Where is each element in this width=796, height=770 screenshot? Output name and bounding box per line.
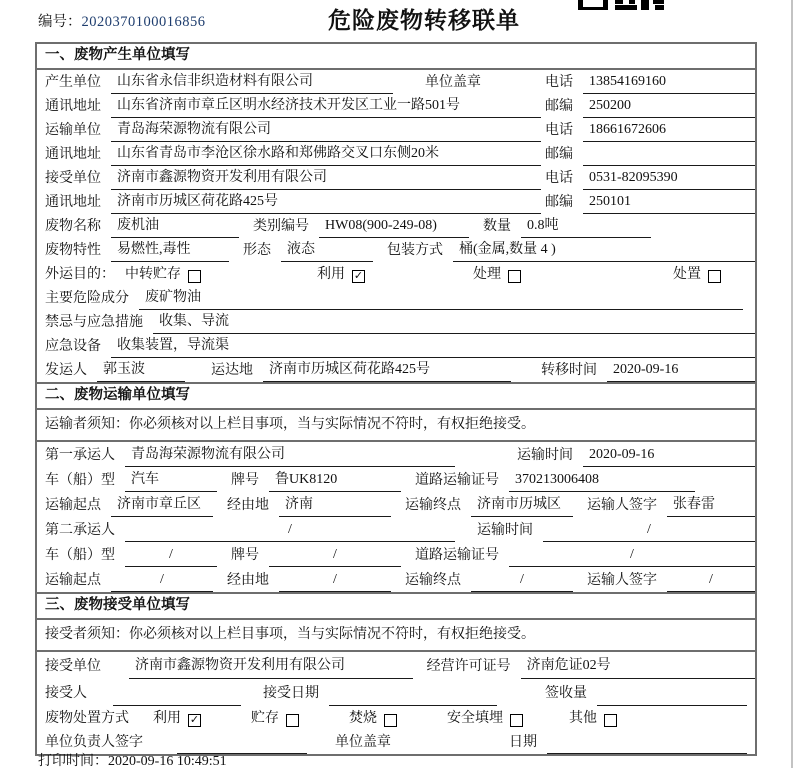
page-right-edge xyxy=(791,0,793,768)
checkbox-checked-icon: ✓ xyxy=(189,712,200,726)
address-label: 通讯地址 xyxy=(45,195,101,210)
shipper-value: 郭玉波 xyxy=(97,359,185,382)
receiving-unit-value: 济南市鑫源物资开发利用有限公司 xyxy=(129,653,413,679)
row-route-1 xyxy=(37,492,755,517)
plate2-value: / xyxy=(269,543,401,567)
checkbox-option-label: 处置 xyxy=(673,267,701,282)
row-hazard-components xyxy=(37,286,755,310)
packaging-label: 包装方式 xyxy=(387,243,443,258)
receiver-address-value: 济南市历城区荷花路425号 xyxy=(111,191,541,214)
row-vehicle-2 xyxy=(37,542,755,567)
vehicle-label: 车（船）型 xyxy=(45,473,115,488)
checkbox-option-label: 利用 xyxy=(317,267,345,282)
plate-label: 牌号 xyxy=(231,548,259,563)
row-shipper xyxy=(37,358,755,382)
disposal-label: 废物处置方式 xyxy=(45,711,129,726)
plate1-value: 鲁UK8120 xyxy=(269,468,401,492)
checkbox-unchecked-icon xyxy=(510,714,523,727)
checkbox-option xyxy=(349,708,397,730)
section2-heading: 二、废物运输单位填写 xyxy=(37,382,755,410)
origin1-value: 济南市章丘区 xyxy=(111,493,213,517)
row-second-carrier xyxy=(37,517,755,542)
permit-value: 济南危证02号 xyxy=(521,653,755,679)
origin2-value: / xyxy=(111,568,213,592)
category-label: 类别编号 xyxy=(253,219,309,234)
via1-value: 济南 xyxy=(279,493,391,517)
transporter-zip-value xyxy=(583,165,755,166)
checkbox-unchecked-icon xyxy=(508,270,521,283)
section3-heading: 三、废物接受单位填写 xyxy=(37,592,755,620)
purpose-label: 外运目的： xyxy=(45,267,115,282)
address-label: 通讯地址 xyxy=(45,99,101,114)
acceptor-label: 接受人 xyxy=(45,686,87,701)
phone-label: 电话 xyxy=(545,171,573,186)
category-value: HW08(900-249-08) xyxy=(319,215,469,238)
transport-time1-value: 2020-09-16 xyxy=(583,443,755,467)
terminus-label: 运输终点 xyxy=(405,573,461,588)
checkbox-unchecked-icon xyxy=(384,714,397,727)
vehicle-label: 车（船）型 xyxy=(45,548,115,563)
print-time-line xyxy=(38,750,227,770)
unit-seal-label: 单位盖章 xyxy=(425,75,481,90)
received-qty-label: 签收量 xyxy=(545,686,587,701)
checkbox-option-label: 安全填埋 xyxy=(447,711,503,726)
receiver-label: 接受单位 xyxy=(45,171,101,186)
terminus2-value: / xyxy=(471,568,573,592)
equipment-label: 应急设备 xyxy=(45,339,101,354)
road-permit-label: 道路运输证号 xyxy=(415,473,499,488)
characteristics-value: 易燃性,毒性 xyxy=(111,239,229,262)
row-acceptor xyxy=(37,679,755,706)
date-label: 日期 xyxy=(509,735,537,750)
row-receiver-address xyxy=(37,190,755,214)
accept-date-value xyxy=(329,705,497,706)
checkbox-option-label: 利用 xyxy=(153,711,181,726)
row-transfer-purpose xyxy=(37,262,755,286)
address-label: 通讯地址 xyxy=(45,147,101,162)
via-label: 经由地 xyxy=(227,498,269,513)
checkbox-option xyxy=(569,708,617,730)
checkbox-option-label: 其他 xyxy=(569,711,597,726)
row-producer-address xyxy=(37,94,755,118)
transport-time-label: 运输时间 xyxy=(477,523,533,538)
checkbox-option-label: 贮存 xyxy=(251,711,279,726)
doc-number-line xyxy=(38,10,206,31)
transport-time-label: 运输时间 xyxy=(517,448,573,463)
plate-label: 牌号 xyxy=(231,473,259,488)
accept-date-label: 接受日期 xyxy=(263,686,319,701)
producer-address-value: 山东省济南市章丘区明水经济技术开发区工业一路501号 xyxy=(111,95,541,118)
terminus1-value: 济南市历城区 xyxy=(471,493,573,517)
purpose-options xyxy=(125,264,721,286)
checkbox-option-label: 中转贮存 xyxy=(125,267,181,282)
acceptor-value xyxy=(113,705,241,706)
road-permit-label: 道路运输证号 xyxy=(415,548,499,563)
checkbox-unchecked-icon xyxy=(188,270,201,283)
unit-seal-label: 单位盖章 xyxy=(335,735,391,750)
transfer-time-label: 转移时间 xyxy=(541,363,597,378)
quantity-value: 0.8吨 xyxy=(521,215,651,238)
producer-zip-value: 250200 xyxy=(583,95,755,118)
row-waste-name xyxy=(37,214,755,238)
zip-label: 邮编 xyxy=(545,147,573,162)
section-transporter xyxy=(37,382,755,592)
section1-heading: 一、废物产生单位填写 xyxy=(37,44,755,70)
shipper-label: 发运人 xyxy=(45,363,87,378)
print-time-value: 2020-09-16 10:49:51 xyxy=(108,754,227,769)
row-waste-characteristics xyxy=(37,238,755,262)
checkbox-checked-icon: ✓ xyxy=(353,268,364,282)
via-label: 经由地 xyxy=(227,573,269,588)
road-permit2-value: / xyxy=(509,543,755,567)
row-emergency-equipment xyxy=(37,334,755,358)
transporter-phone-value: 18661672606 xyxy=(583,119,755,142)
vehicle1-value: 汽车 xyxy=(125,468,217,492)
hazard-label: 主要危险成分 xyxy=(45,291,129,306)
checkbox-option xyxy=(447,708,523,730)
vehicle2-value: / xyxy=(125,543,217,567)
quantity-label: 数量 xyxy=(483,219,511,234)
carrier-sign-label: 运输人签字 xyxy=(587,573,657,588)
checkbox-option-label: 处理 xyxy=(473,267,501,282)
transporter-value: 青岛海荣源物流有限公司 xyxy=(111,119,541,142)
print-time-label: 打印时间： xyxy=(38,754,108,769)
form-value: 液态 xyxy=(281,239,373,262)
receiver-value: 济南市鑫源物资开发利用有限公司 xyxy=(111,167,541,190)
origin-label: 运输起点 xyxy=(45,573,101,588)
checkbox-unchecked-icon xyxy=(286,714,299,727)
carrier1-label: 第一承运人 xyxy=(45,448,115,463)
zip-label: 邮编 xyxy=(545,195,573,210)
packaging-value: 桶(金属,数量 4 ) xyxy=(453,239,755,262)
taboo-label: 禁忌与应急措施 xyxy=(45,315,143,330)
date-value xyxy=(547,753,747,754)
carrier2-label: 第二承运人 xyxy=(45,523,115,538)
carrier1-value: 青岛海荣源物流有限公司 xyxy=(125,443,455,467)
transfer-time-value: 2020-09-16 xyxy=(607,359,755,382)
waste-name-label: 废物名称 xyxy=(45,219,101,234)
receiver-phone-value: 0531-82095390 xyxy=(583,167,755,190)
row-first-carrier xyxy=(37,442,755,467)
destination-value: 济南市历城区荷花路425号 xyxy=(263,359,511,382)
via2-value: / xyxy=(279,568,391,592)
checkbox-unchecked-icon xyxy=(708,270,721,283)
checkbox-option xyxy=(317,264,365,286)
row-transporter-address xyxy=(37,142,755,166)
received-qty-value xyxy=(597,705,747,706)
doc-number-label: 编号： xyxy=(38,14,82,30)
checkbox-option xyxy=(125,264,201,286)
transporter-notice: 运输者须知：你必须核对以上栏目事项，当与实际情况不符时，有权拒绝接受。 xyxy=(37,410,755,442)
phone-label: 电话 xyxy=(545,123,573,138)
carrier-sign2-value: / xyxy=(667,568,755,592)
waste-name-value: 废机油 xyxy=(111,215,239,238)
origin-label: 运输起点 xyxy=(45,498,101,513)
section-receiver xyxy=(37,592,755,754)
row-vehicle-1 xyxy=(37,467,755,492)
road-permit1-value: 370213006408 xyxy=(509,468,695,492)
transport-time2-value: / xyxy=(543,518,755,542)
carrier-sign-label: 运输人签字 xyxy=(587,498,657,513)
checkbox-option xyxy=(673,264,721,286)
taboo-value: 收集、导流 xyxy=(153,311,755,334)
phone-label: 电话 xyxy=(545,75,573,90)
form-label: 形态 xyxy=(243,243,271,258)
transfer-manifest-form xyxy=(35,42,757,756)
hazard-value: 废矿物油 xyxy=(139,287,743,310)
row-producer xyxy=(37,70,755,94)
transporter-label: 运输单位 xyxy=(45,123,101,138)
carrier-sign1-value: 张春雷 xyxy=(667,493,755,517)
checkbox-option xyxy=(473,264,521,286)
terminus-label: 运输终点 xyxy=(405,498,461,513)
characteristics-label: 废物特性 xyxy=(45,243,101,258)
transporter-address-value: 山东省青岛市李沧区徐水路和郑佛路交叉口东侧20米 xyxy=(111,143,541,166)
checkbox-unchecked-icon xyxy=(604,714,617,727)
page-title: 危险废物转移联单 xyxy=(328,7,520,33)
qr-code-fragment-icon xyxy=(578,0,664,10)
checkbox-option-label: 焚烧 xyxy=(349,711,377,726)
disposal-options xyxy=(153,708,667,730)
doc-number: 2020370100016856 xyxy=(81,14,206,30)
checkbox-option xyxy=(153,708,201,730)
receiver-notice: 接受者须知：你必须核对以上栏目事项，当与实际情况不符时，有权拒绝接受。 xyxy=(37,620,755,652)
producer-label: 产生单位 xyxy=(45,75,101,90)
row-disposal-method xyxy=(37,706,755,730)
carrier2-value: / xyxy=(125,518,455,542)
producer-phone-value: 13854169160 xyxy=(583,71,755,94)
row-receiver xyxy=(37,166,755,190)
zip-label: 邮编 xyxy=(545,99,573,114)
permit-label: 经营许可证号 xyxy=(426,659,511,674)
producer-value: 山东省永信非织造材料有限公司 xyxy=(111,71,393,94)
section-producer xyxy=(37,44,755,382)
row-receiving-unit xyxy=(37,652,755,679)
checkbox-option xyxy=(251,708,299,730)
receiving-unit-label: 接受单位 xyxy=(45,659,101,674)
row-route-2 xyxy=(37,567,755,592)
row-emergency-measures xyxy=(37,310,755,334)
destination-label: 运达地 xyxy=(211,363,253,378)
equipment-value: 收集装置，导流渠 xyxy=(111,335,755,358)
receiver-zip-value: 250101 xyxy=(583,191,755,214)
row-transporter xyxy=(37,118,755,142)
responsible-sign-label: 单位负责人签字 xyxy=(45,735,143,750)
